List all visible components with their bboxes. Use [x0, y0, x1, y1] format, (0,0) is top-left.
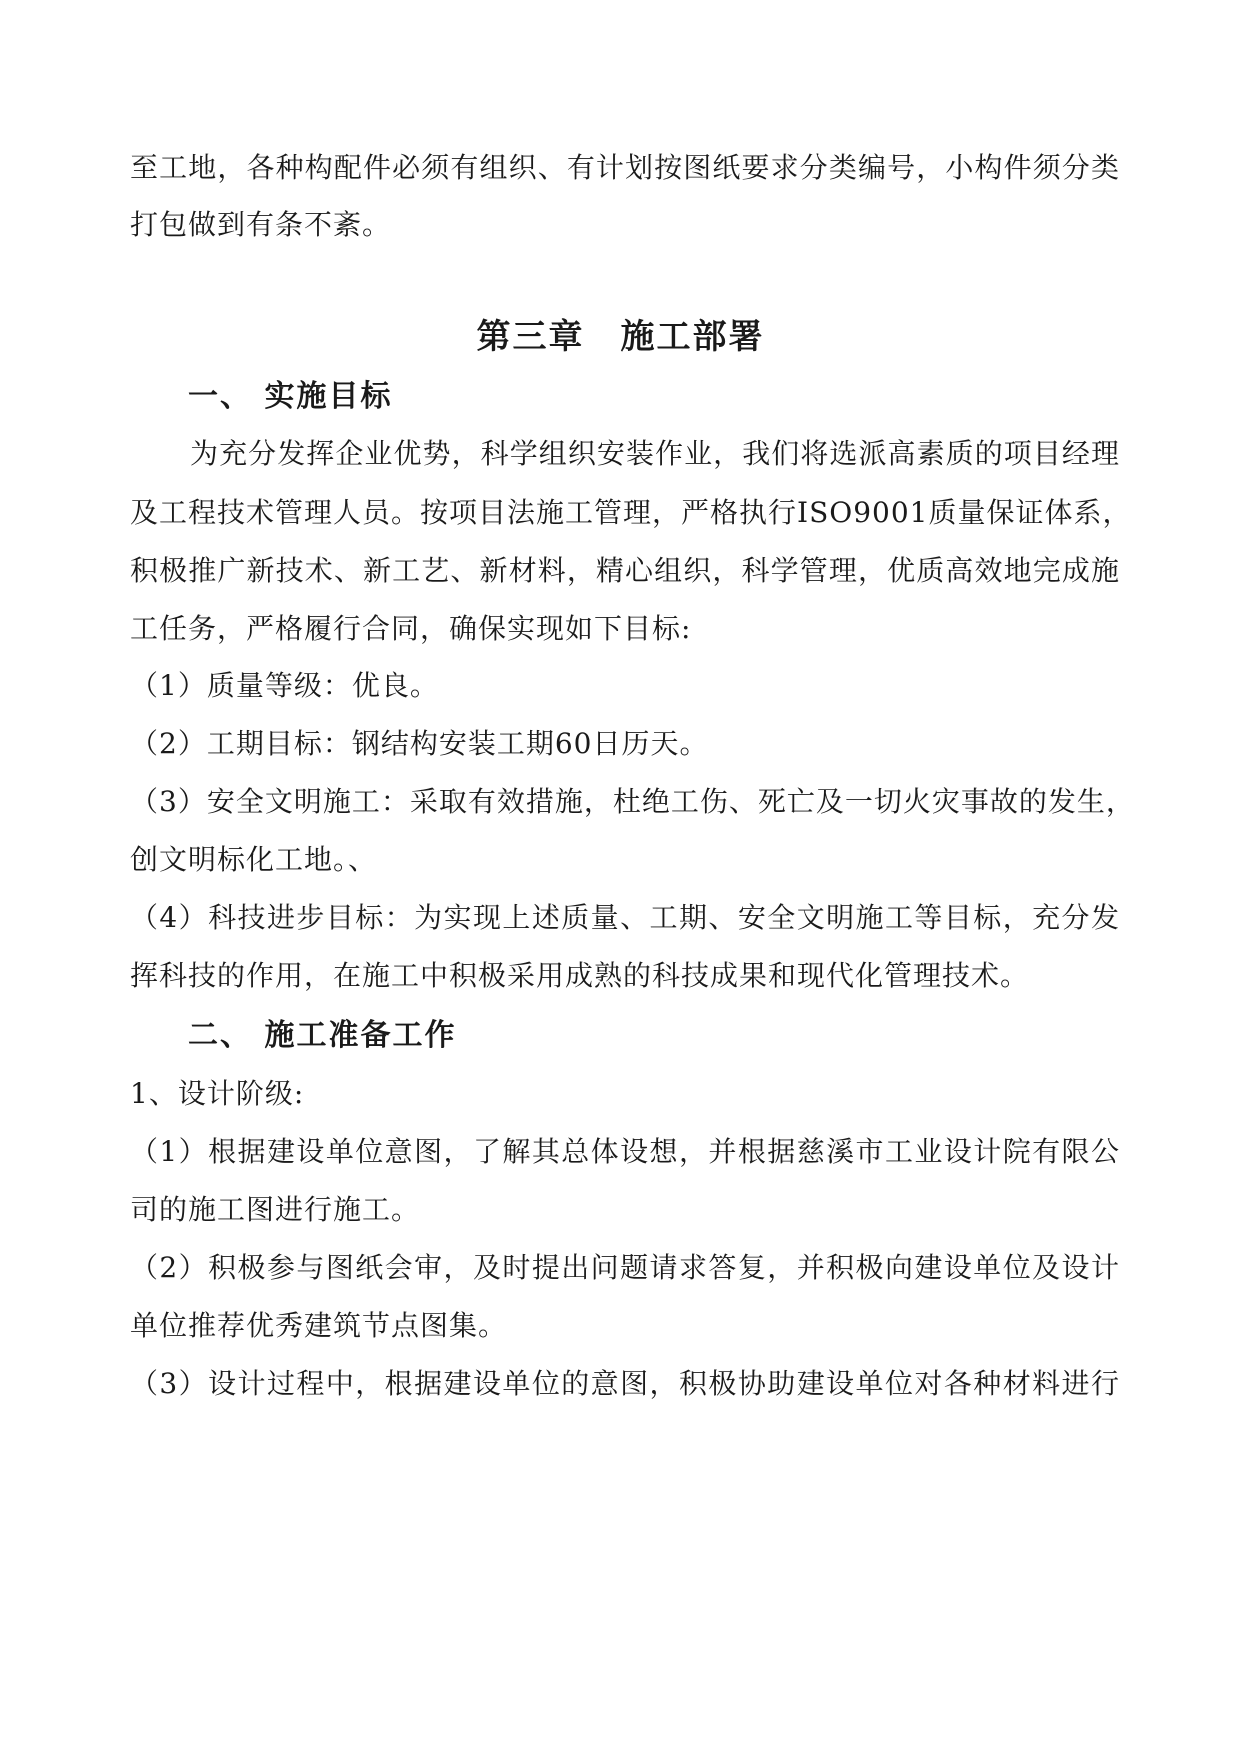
goal-item-2: （2）工期目标：钢结构安装工期60日历天。 [130, 727, 709, 760]
goal-item-4-line-2: 挥科技的作用，在施工中积极采用成熟的科技成果和现代化管理技术。 [130, 959, 1030, 992]
prep-item-2-line-2: 单位推荐优秀建筑节点图集。 [130, 1309, 508, 1342]
section2-subheading: 1、设计阶级: [130, 1077, 305, 1110]
section1-paragraph-line-2: 及工程技术管理人员。按项目法施工管理，严格执行ISO9001质量保证体系， [130, 496, 1132, 529]
chapter-title: 第三章 施工部署 [476, 317, 765, 357]
prep-item-2-line-1: （2）积极参与图纸会审，及时提出问题请求答复，并积极向建设单位及设计 [130, 1251, 1120, 1284]
goal-item-1: （1）质量等级：优良。 [130, 669, 439, 702]
section1-paragraph-line-4: 工任务，严格履行合同，确保实现如下目标: [130, 612, 692, 645]
goal-item-3-line-2: 创文明标化工地。、 [130, 843, 378, 876]
goal-item-3-line-1: （3）安全文明施工：采取有效措施，杜绝工伤、死亡及一切火灾事故的发生， [130, 785, 1135, 818]
prep-item-3-line-1: （3）设计过程中，根据建设单位的意图，积极协助建设单位对各种材料进行 [130, 1367, 1120, 1400]
prep-item-1-line-1: （1）根据建设单位意图，了解其总体设想，并根据慈溪市工业设计院有限公 [130, 1135, 1120, 1168]
goal-item-4-line-1: （4）科技进步目标：为实现上述质量、工期、安全文明施工等目标，充分发 [130, 901, 1120, 934]
section-heading-2: 二、 施工准备工作 [188, 1018, 457, 1053]
section-heading-1: 一、 实施目标 [188, 379, 393, 414]
prep-item-1-line-2: 司的施工图进行施工。 [130, 1193, 421, 1226]
section1-paragraph-line-3: 积极推广新技术、新工艺、新材料，精心组织，科学管理，优质高效地完成施 [130, 554, 1120, 587]
section1-paragraph-line-1: 为充分发挥企业优势，科学组织安装作业，我们将选派高素质的项目经理 [190, 437, 1120, 470]
intro-line-1: 至工地，各种构配件必须有组织、有计划按图纸要求分类编号，小构件须分类 [130, 151, 1120, 184]
intro-line-2: 打包做到有条不紊。 [130, 208, 392, 241]
